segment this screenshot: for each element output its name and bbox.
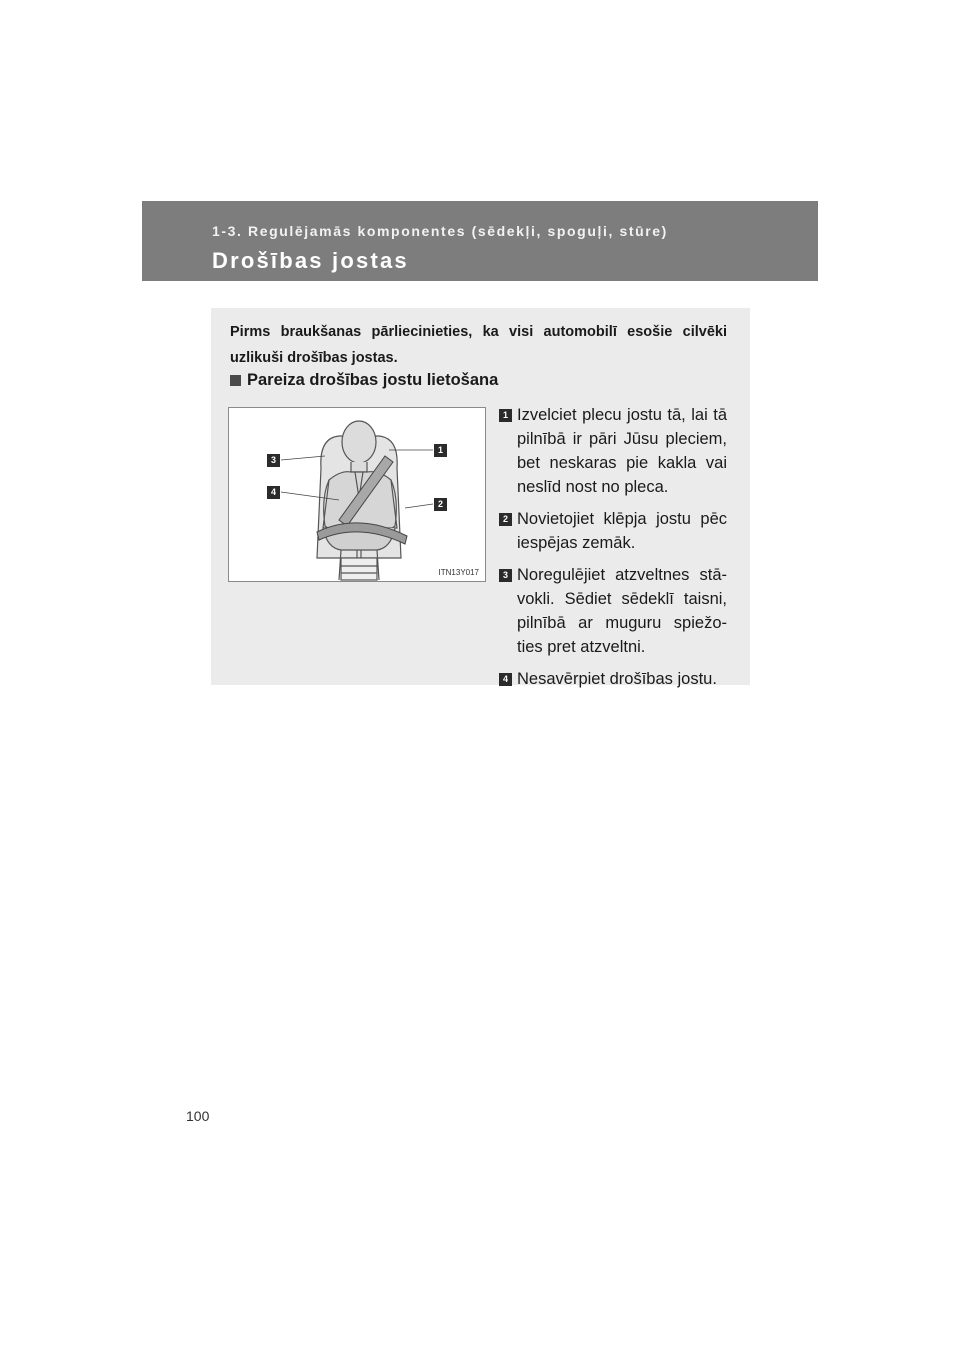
intro-text: Pirms braukšanas pārliecinieties, ka visi automobilī esošie cilvēki uzlikuši drošības jostas. [230, 324, 727, 366]
step-number-badge: 3 [499, 569, 512, 582]
step-number-badge: 2 [499, 513, 512, 526]
figure-code: ITN13Y017 [438, 568, 479, 577]
figure-label-1: 1 [434, 444, 447, 457]
steps-list [499, 403, 727, 699]
content-box [211, 308, 750, 688]
square-bullet-icon [230, 375, 241, 386]
step-item [499, 507, 727, 555]
figure-label-3: 3 [267, 454, 280, 467]
page-title: Drošības jostas [212, 248, 409, 273]
step-item [499, 403, 727, 499]
subheading [230, 371, 498, 390]
page-number: 100 [186, 1108, 210, 1124]
step-text: Noregulējiet atzveltnes stā-vokli. Sēdiet sēdeklī taisni, pilnībā ar muguru spiežo-ties pret atzveltni. [517, 566, 727, 656]
seatbelt-illustration [228, 407, 486, 582]
step-text: Izvelciet plecu jostu tā, lai tā pilnībā ir pāri Jūsu pleciem, bet neskaras pie kakla vai neslīd nost no pleca. [517, 406, 727, 496]
figure-label-2: 2 [434, 498, 447, 511]
step-text: Nesavērpiet drošības jostu. [517, 670, 717, 688]
step-number-badge: 4 [499, 673, 512, 686]
step-text: Novietojiet klēpja jostu pēc iespējas zemāk. [517, 510, 727, 552]
header-band [142, 201, 818, 281]
step-item [499, 563, 727, 659]
section-title: 1-3. Regulējamās komponentes (sēdekļi, spoguļi, stūre) [212, 223, 668, 239]
figure-label-4: 4 [267, 486, 280, 499]
step-item [499, 667, 727, 691]
step-number-badge: 1 [499, 409, 512, 422]
subheading-label: Pareiza drošības jostu lietošana [247, 371, 499, 389]
